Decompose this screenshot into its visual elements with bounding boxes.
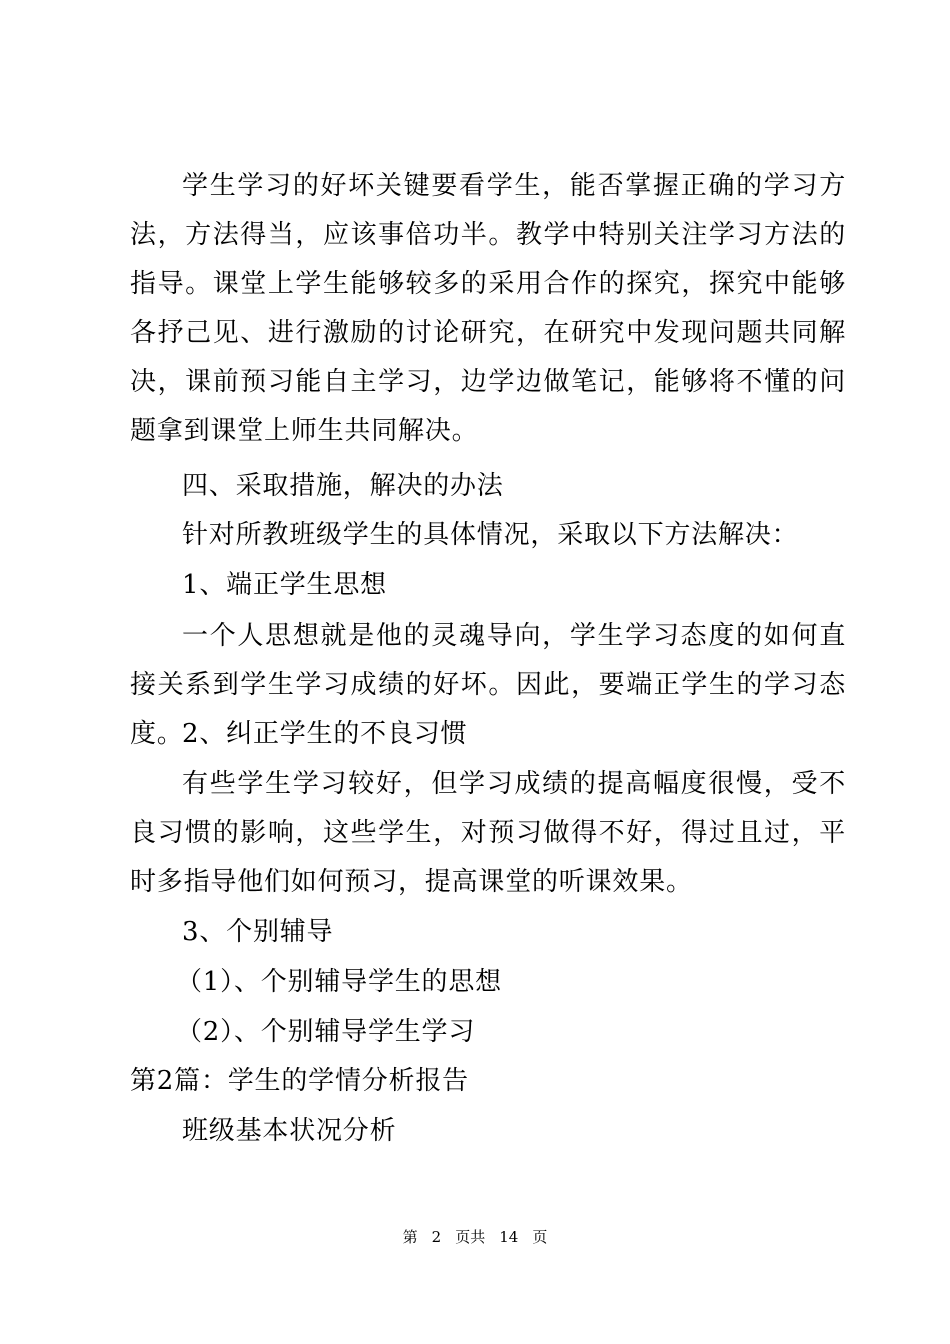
subheading-bad-habits: 2、纠正学生的不良习惯 — [182, 719, 468, 749]
footer-total-pages: 14 — [499, 1228, 519, 1246]
footer-page-number: 2 — [431, 1228, 442, 1246]
paragraph-thinking: 一个人思想就是他的灵魂导向，学生学习态度的如何直接关系到学生学习成绩的好坏。因此，要端正学生的学习态度。 — [130, 621, 846, 749]
page-footer — [0, 1227, 950, 1247]
footer-prefix: 第 — [402, 1228, 418, 1246]
footer-suffix: 页 — [532, 1228, 548, 1246]
paragraph-habits: 有些学生学习较好，但学习成绩的提高幅度很慢，受不良习惯的影响，这些学生，对预习做得不好，得过且过，平时多指导他们如何预习，提高课堂的听课效果。 — [130, 769, 846, 897]
subheading-individual-tutoring: 3、个别辅导 — [182, 917, 334, 947]
heading-measures: 四、采取措施，解决的办法 — [182, 471, 504, 501]
article-title: 第2篇：学生的学情分析报告 — [130, 1066, 469, 1096]
list-item-tutoring-study: （2）、个别辅导学生学习 — [176, 1017, 476, 1047]
list-item-tutoring-thinking: （1）、个别辅导学生的思想 — [176, 967, 502, 997]
paragraph-study-methods: 学生学习的好坏关键要看学生，能否掌握正确的学习方法，方法得当，应该事倍功半。教学中特别关注学习方法的指导。课堂上学生能够较多的采用合作的探究，探究中能够各抒己见、进行激励的讨论研究，在研究中发现问题共同解决，课前预习能自主学习，边学边做笔记，能够将不懂的问题拿到课堂上师生共同解决。 — [130, 171, 846, 446]
paragraph-intro-methods: 针对所教班级学生的具体情况，采取以下方法解决： — [182, 520, 799, 550]
section-heading-class-analysis: 班级基本状况分析 — [182, 1116, 397, 1146]
subheading-correct-thinking: 1、端正学生思想 — [182, 570, 387, 600]
footer-middle: 页共 — [455, 1228, 486, 1246]
